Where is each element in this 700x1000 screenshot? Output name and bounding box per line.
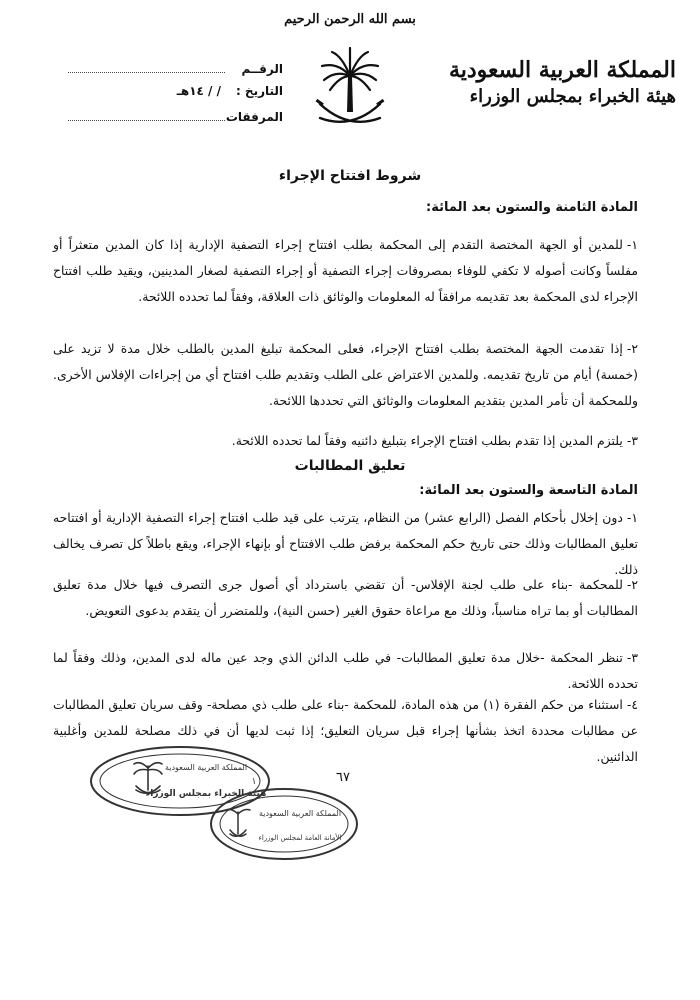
palm-and-swords-emblem	[312, 46, 388, 132]
general-secretariat-stamp	[208, 786, 360, 862]
clause-number: ٣-	[626, 650, 638, 665]
article-168-heading: المادة الثامنة والستون بعد المائة:	[426, 200, 638, 215]
clause-number: ٤-	[626, 697, 638, 712]
svg-text:١: ١	[251, 777, 257, 787]
clause-text: للمحكمة -بناء على طلب لجنة الإفلاس- أن تقضي باسترداد أي أصول جرى التصرف فيها خلال مدة تعليق المطالبات أو بما تراه مناسباً، وذلك مع مراعاة حقوق الغير (حسن النية)، وللمتضرر أن يتقدم بدعوى التعويض.	[53, 577, 638, 618]
issuer-body: هيئة الخبراء بمجلس الوزراء	[469, 85, 676, 107]
date-label: التاريخ :	[235, 84, 283, 98]
clause-number: ٣-	[626, 433, 638, 448]
article-169-heading: المادة التاسعة والستون بعد المائة:	[419, 483, 638, 498]
svg-text:الأمانة العامة لمجلس الوزراء: الأمانة العامة لمجلس الوزراء	[258, 834, 342, 842]
reference-row	[68, 60, 283, 84]
attachments-line	[68, 108, 225, 121]
svg-text:هيئة الخبراء بمجلس الوزراء: هيئة الخبراء بمجلس الوزراء	[145, 789, 267, 799]
issuer-country: المملكة العربية السعودية	[448, 57, 676, 83]
clause-number: ٢-	[626, 577, 638, 592]
attachments-label: المرفقات	[225, 110, 283, 124]
clause-number: ٢-	[626, 341, 638, 356]
svg-text:المملكة العربية السعودية: المملكة العربية السعودية	[164, 763, 248, 772]
page-number: ٦٧	[336, 770, 350, 785]
svg-text:المملكة العربية السعودية: المملكة العربية السعودية	[258, 809, 342, 818]
clause-number: ١-	[626, 510, 638, 525]
reference-fields	[68, 60, 283, 132]
reference-label: الرقــم	[241, 62, 283, 76]
clause-text: دون إخلال بأحكام الفصل (الرابع عشر) من النظام، يترتب على قيد طلب افتتاح إجراء التصفية الإدارية أو افتتاحه تعليق المطالبات وذلك حتى تاريخ حكم المحكمة برفض طلب الافتتاح أو بإنهاء الإجراء، ويقع باطلاً كل تصرف يخالف ذلك.	[53, 510, 638, 577]
document-title: شروط افتتاح الإجراء	[278, 168, 422, 184]
date-row	[68, 84, 283, 108]
date-value: / / ١٤هـ	[176, 84, 221, 98]
attachments-row	[68, 108, 283, 132]
section-title: تعليق المطالبات	[294, 458, 406, 474]
clause-number: ١-	[626, 237, 638, 252]
article-169-clause-2	[53, 572, 638, 624]
article-168-clause-2	[53, 336, 638, 414]
clause-text: يلتزم المدين إذا تقدم بطلب افتتاح الإجراء بتبليغ دائنيه وفقاً لما تحدده اللائحة.	[231, 433, 623, 448]
article-168-clause-1	[53, 232, 638, 310]
clause-text: تنظر المحكمة -خلال مدة تعليق المطالبات- في طلب الدائن الذي وجد عين ماله لدى المدين، وذلك وفقاً لما تحدده اللائحة.	[53, 650, 638, 691]
clause-text: إذا تقدمت الجهة المختصة بطلب افتتاح الإجراء، فعلى المحكمة تبليغ المدين بالطلب خلال مدة لا تزيد على (خمسة) أيام من تاريخ تقديمه. وللمدين الاعتراض على الطلب وتقديم طلب افتتاح أي من إجراءات الإفلاس الأخرى. وللمحكمة أن تأمر المدين بتقديم المعلومات والوثائق التي تحددها اللائحة.	[53, 341, 638, 408]
article-169-clause-3	[53, 645, 638, 697]
issuer-block	[441, 56, 676, 108]
article-168-clause-3	[53, 428, 638, 454]
clause-text: للمدين أو الجهة المختصة التقدم إلى المحكمة بطلب افتتاح إجراء التصفية الإدارية إذا كان المدين متعثراً أو مفلساً وكانت أصوله لا تكفي للوفاء بمصروفات إجراء التصفية أو إجراء التصفية لصغار المدينين، ويقيد طلب افتتاح الإجراء لدى المحكمة بعد تقديمه مرافقاً له المعلومات والوثائق ذات العلاقة، وفقاً لما تحدده اللائحة.	[53, 237, 638, 304]
basmala: بسم الله الرحمن الرحيم	[284, 12, 416, 27]
clause-text: استثناء من حكم الفقرة (١) من هذه المادة، للمحكمة -بناء على طلب ذي مصلحة- وقف سريان تعليق المطالبات عن مطالبات محددة اتخذ بشأنها إجراء قبل سريان التعليق؛ إذا ثبت لديها أن في ذلك مصلحة للمدين وأغلبية الدائنين.	[53, 697, 638, 764]
reference-line	[68, 60, 225, 73]
